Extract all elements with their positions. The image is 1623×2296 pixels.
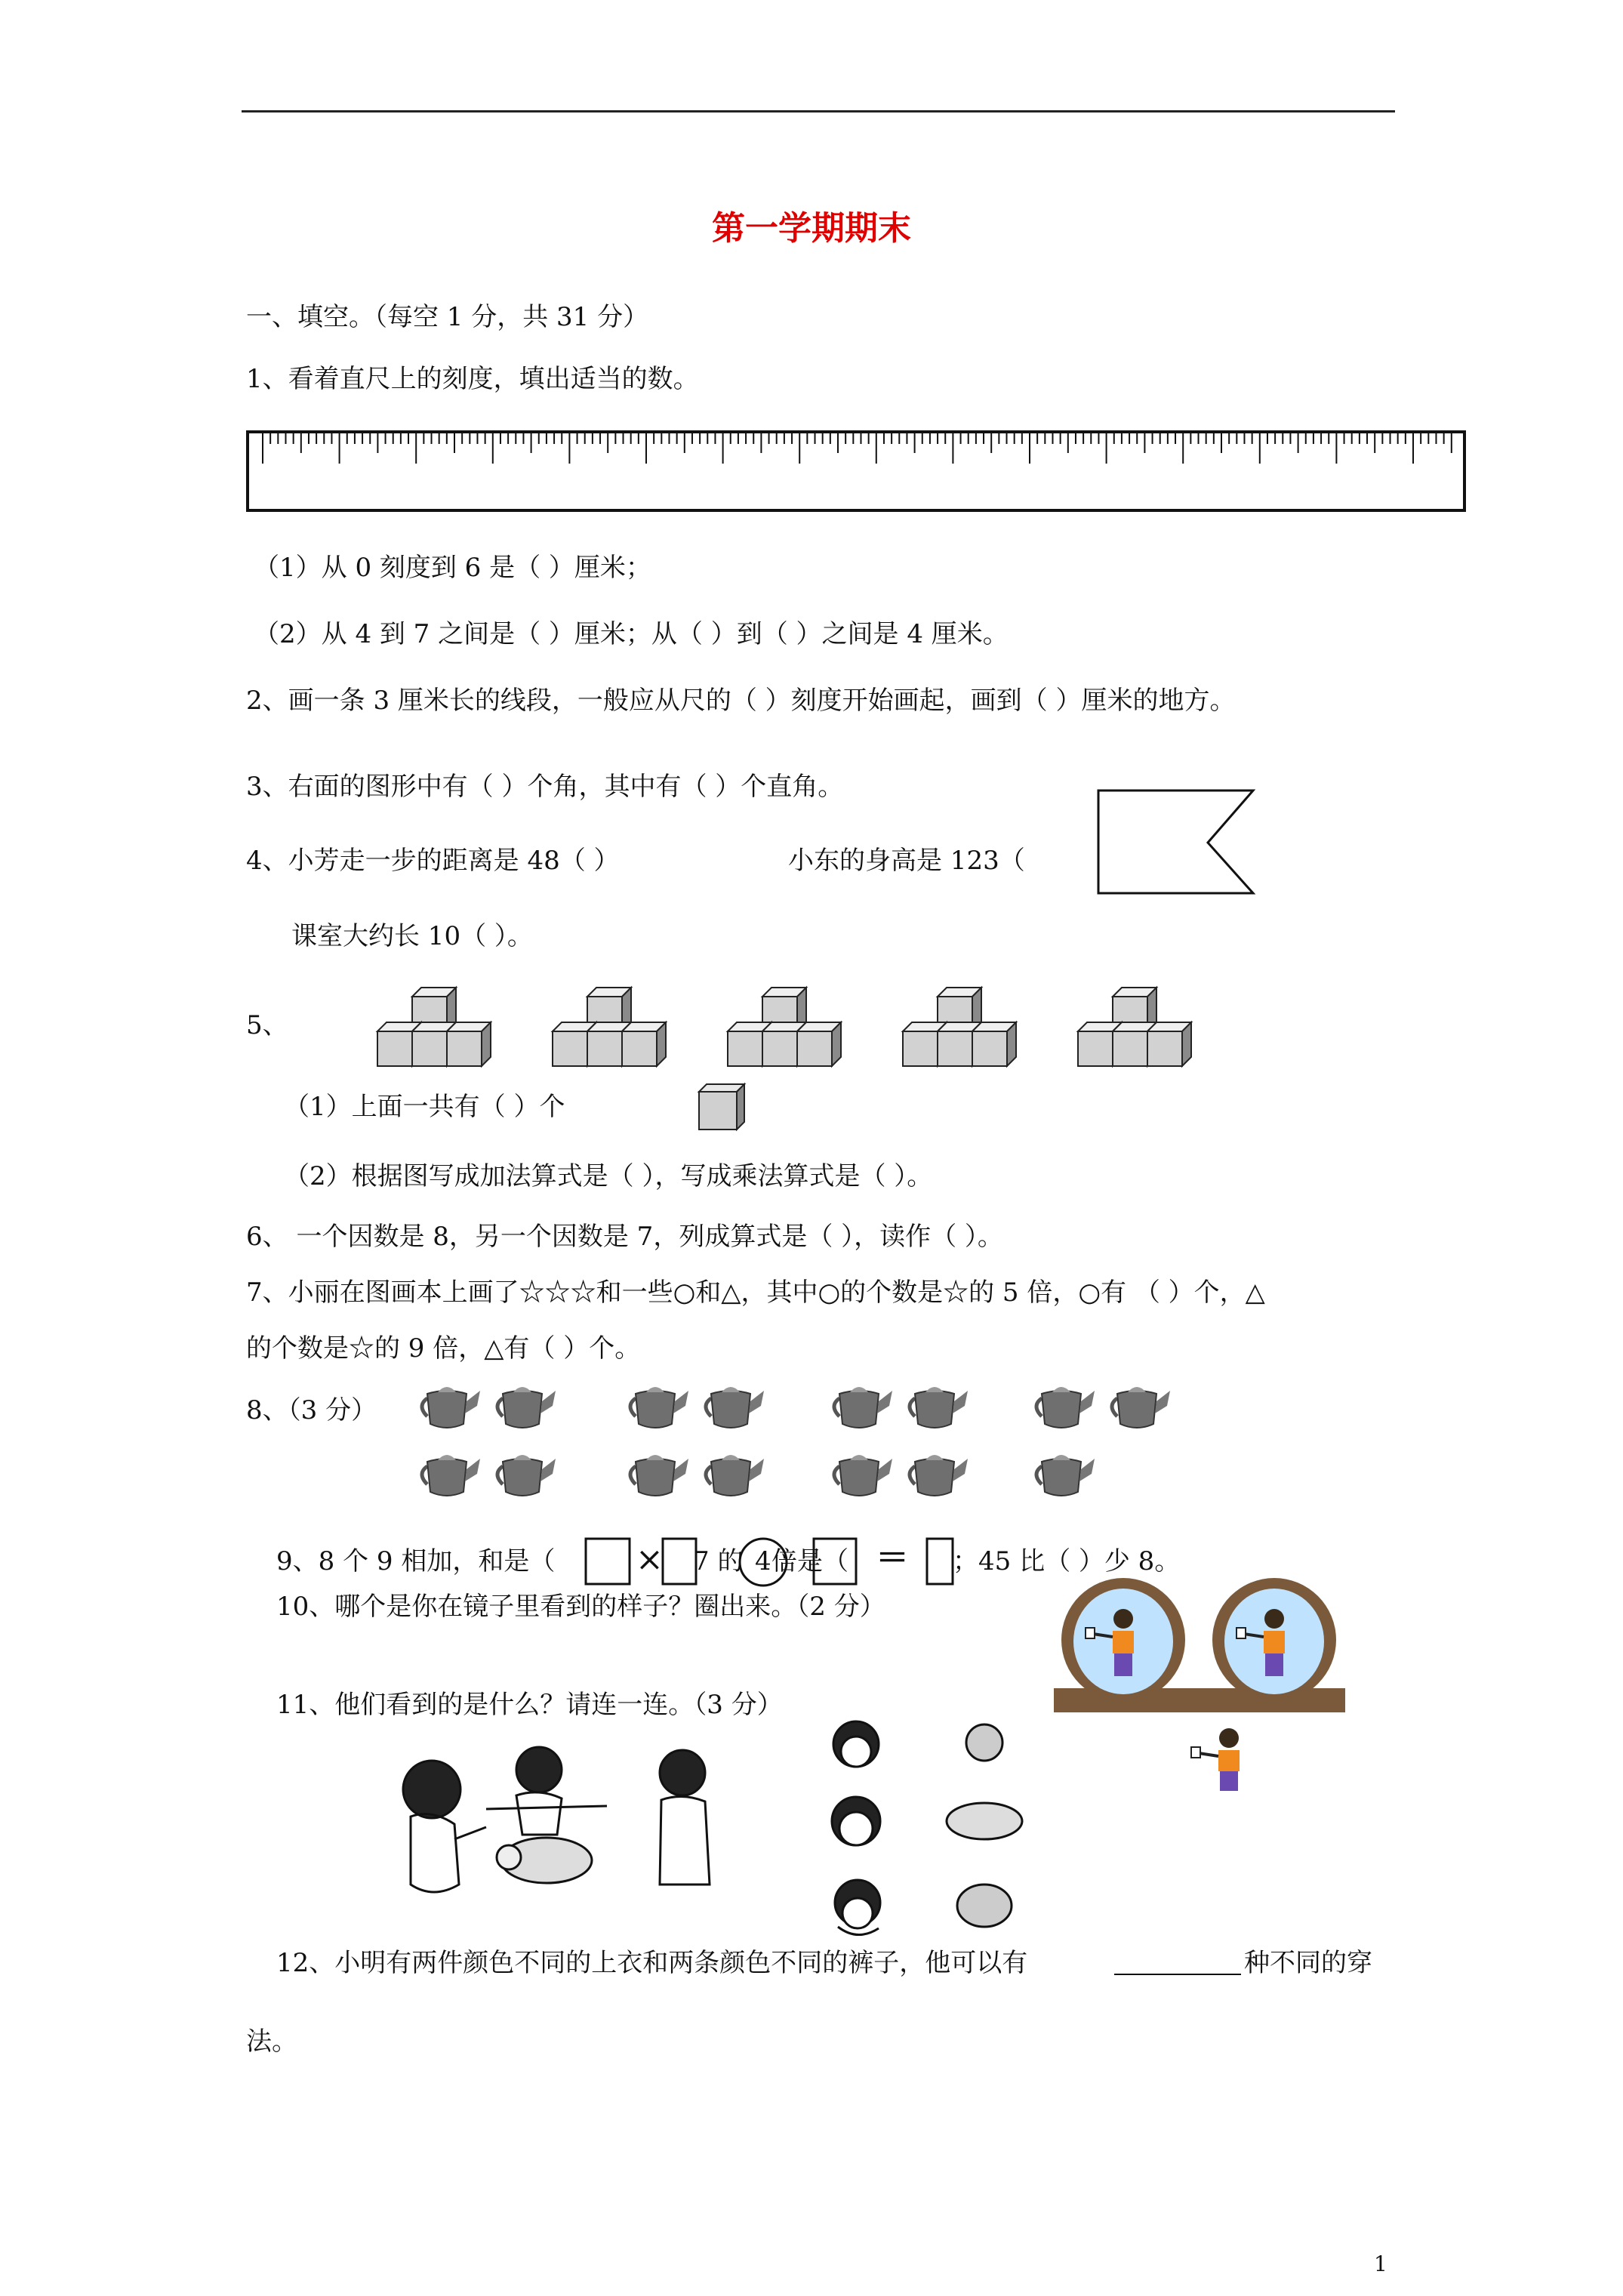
question-7-line-1: 7、小丽在图画本上画了☆☆☆和一些○和△，其中○的个数是☆的 5 倍，○有 （ ）个，△ <box>246 1277 1265 1308</box>
header-rule <box>242 110 1395 112</box>
equals-sign: ＝ <box>876 1539 909 1577</box>
number-four: 4 <box>755 1546 771 1576</box>
cube <box>447 1022 491 1066</box>
teapot-icon <box>1112 1387 1170 1428</box>
question-11: 11、他们看到的是什么？请连一连。（3 分） <box>276 1690 783 1720</box>
question-8: 8、（3 分） <box>246 1395 377 1425</box>
question-5-part-2: （2）根据图写成加法算式是（ ），写成乘法算式是（ ）。 <box>284 1161 933 1191</box>
teapot-icon <box>1036 1387 1095 1428</box>
question-12-line-1: 12、小明有两件颜色不同的上衣和两条颜色不同的裤子，他可以有 <box>276 1948 1028 1978</box>
mirror-picture <box>1048 1575 1351 1794</box>
teapot-icon <box>497 1387 556 1428</box>
cube <box>622 1022 666 1066</box>
question-4-line-2: 课室大约长 10（ ）。 <box>291 921 533 951</box>
teapot-icon <box>706 1455 764 1496</box>
question-4-line-1b: 小东的身高是 123（ <box>788 846 1025 876</box>
question-1-part-1: （1）从 0 刻度到 6 是（ ）厘米； <box>254 553 651 583</box>
teapot-icon <box>910 1455 968 1496</box>
cube-groups-figure <box>374 974 1220 1072</box>
question-9-part-d: ；45 比（ ）少 8。 <box>953 1546 1181 1576</box>
teapot-icon <box>1036 1455 1095 1496</box>
answer-box-3 <box>812 1537 859 1587</box>
question-10: 10、哪个是你在镜子里看到的样子？圈出来。（2 分） <box>276 1592 885 1622</box>
page-title: 第一学期期末 <box>712 209 911 248</box>
section-heading: 一、填空。（每空 1 分，共 31 分） <box>246 302 649 332</box>
cube <box>1147 1022 1191 1066</box>
teapots-figure <box>417 1379 1187 1507</box>
times-sign: × <box>636 1540 664 1579</box>
teapot-icon <box>706 1387 764 1428</box>
page-number: 1 <box>1374 2251 1387 2276</box>
teapot-icon <box>834 1455 892 1496</box>
teapot-icon <box>910 1387 968 1428</box>
question-7-line-2: 的个数是☆的 9 倍，△有（ ）个。 <box>246 1333 641 1364</box>
question-9-part-c: 倍是（ <box>771 1546 848 1576</box>
question-5-part-1: （1）上面一共有（ ）个 <box>284 1092 565 1122</box>
question-2: 2、画一条 3 厘米长的线段，一般应从尺的（ ）刻度开始画起，画到（ ）厘米的地方。 <box>246 686 1236 716</box>
heads-and-pig-views <box>823 1715 1049 1949</box>
question-3: 3、右面的图形中有（ ）个角，其中有（ ）个直角。 <box>246 772 844 802</box>
answer-blank <box>1114 1974 1241 1975</box>
teapot-icon <box>834 1387 892 1428</box>
question-1-part-2: （2）从 4 到 7 之间是（ ）厘米；从（ ）到（ ）之间是 4 厘米。 <box>254 619 1009 649</box>
question-9-part-b: 7 的 <box>693 1546 744 1576</box>
question-12-line-1b: 种不同的穿 <box>1244 1948 1372 1978</box>
question-12-line-2: 法。 <box>246 2026 297 2057</box>
single-cube-icon <box>696 1081 749 1133</box>
teapot-icon <box>422 1455 480 1496</box>
question-4-line-1a: 4、小芳走一步的距离是 48（ ） <box>246 846 620 876</box>
question-5-label: 5、 <box>246 1010 288 1040</box>
question-1-stem: 1、看着直尺上的刻度，填出适当的数。 <box>246 364 699 394</box>
answer-box-1 <box>584 1537 633 1587</box>
teapot-icon <box>630 1455 688 1496</box>
teapot-icon <box>422 1387 480 1428</box>
teapot-icon <box>497 1455 556 1496</box>
question-9-part-a: 9、8 个 9 相加，和是（ <box>276 1546 556 1576</box>
flag-shape-figure <box>1096 788 1256 895</box>
cube <box>972 1022 1016 1066</box>
answer-box-4 <box>925 1537 956 1587</box>
children-looking-at-pig-scene <box>396 1734 743 1922</box>
teapot-icon <box>630 1387 688 1428</box>
question-6: 6、 一个因数是 8，另一个因数是 7，列成算式是（ ），读作（ ）。 <box>246 1222 1003 1252</box>
cube <box>797 1022 841 1066</box>
ruler <box>246 430 1466 512</box>
